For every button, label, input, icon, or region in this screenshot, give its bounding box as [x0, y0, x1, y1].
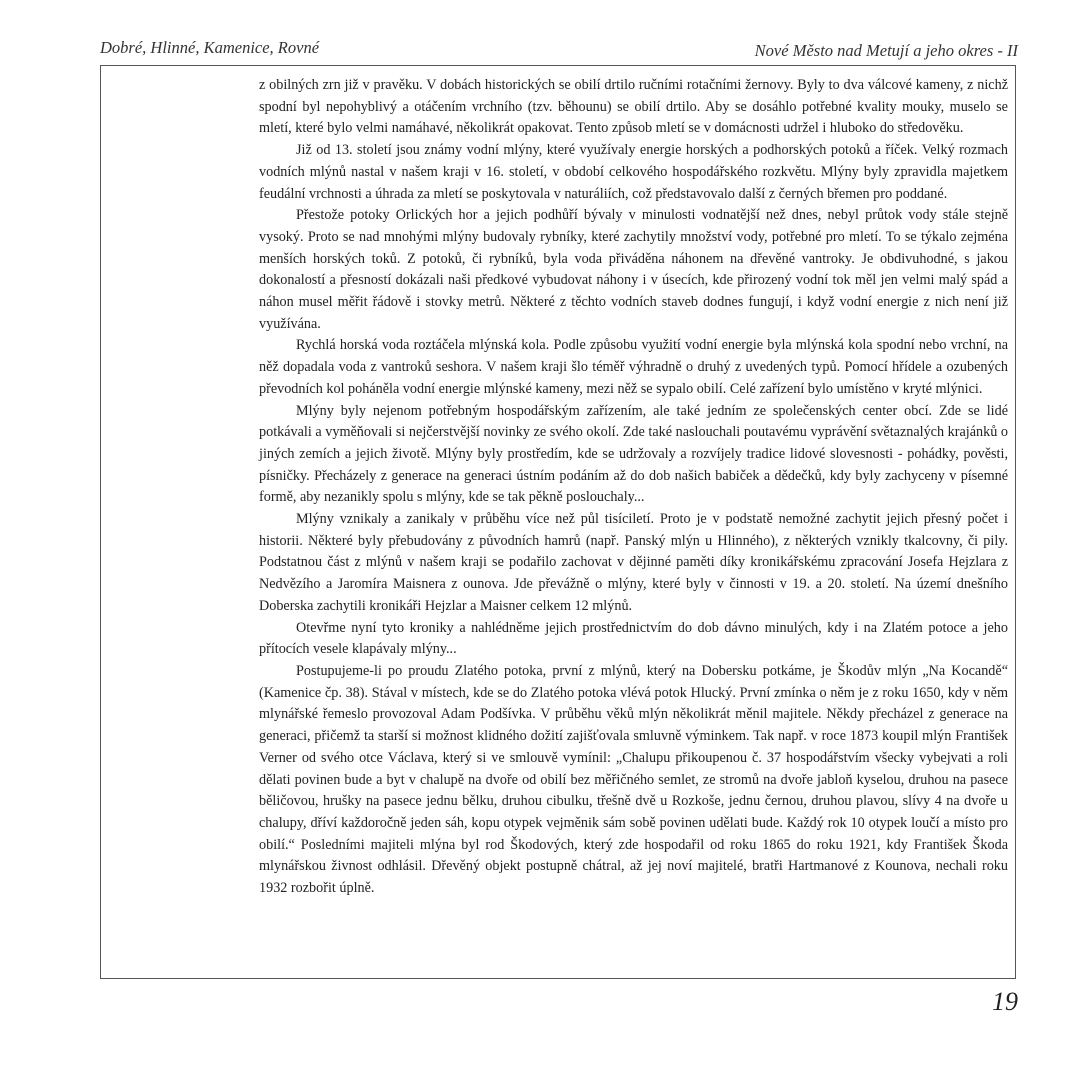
paragraph-4: Rychlá horská voda roztáčela mlýnská kola. Podle způsobu využití vodní energie byla mlýnská kola spodní nebo vrchní, na něž dopadala voda z vantroků seshora. V našem kraji šlo téměř výhradně o druhý z uvedených typů. Pomocí hřídele a ozubených převodních kol poháněla vodní energie mlýnské kameny, mezi něž se sypalo obilí. Celé zařízení bylo umístěno v kryté mlýnici.	[259, 337, 1008, 397]
paragraph-6: Mlýny vznikaly a zanikaly v průběhu více než půl tisíciletí. Proto je v podstatě nemožné zachytit jejich přesný počet i historii. Některé byly přebudovány z původních hamrů (např. Panský mlýn u Hlinného), z některých vznikly tkalcovny, či pily. Podstatnou část z mlýnů v našem kraji se podařilo zachovat v dějinné paměti díky kronikářskému zpracování Josefa Hejzlara z Nedvězího a Jaromíra Maisnera z ounova. Jde převážně o mlýny, které byly v činnosti v 19. a 20. století. Na území dnešního Doberska zachytili kronikáři Hejzlar a Maisner celkem 12 mlýnů.	[259, 511, 1008, 614]
body-text	[259, 75, 1008, 900]
running-header	[100, 38, 1018, 64]
paragraph-2: Již od 13. století jsou známy vodní mlýny, které využívaly energie horských a podhorských potoků a říček. Velký rozmach vodních mlýnů nastal v našem kraji v 16. století, v období celkového hospodářského rozkvětu. Mlýny byly zpravidla majetkem feudální vrchnosti a úhrada za mletí se poskytovala v naturáliích, což představovalo další z černých břemen pro poddané.	[259, 142, 1008, 202]
header-left-title: Dobré, Hlinné, Kamenice, Rovné	[100, 38, 320, 57]
paragraph-3: Přestože potoky Orlických hor a jejich podhůří bývaly v minulosti vodnatější než dnes, nebyl průtok vody stále stejně vysoký. Proto se nad mnohými mlýny budovaly rybníky, které zachytily množství vody, potřebné pro mletí. To se týkalo zejména menších horských toků. Z potoků, či rybníků, byla voda přiváděna náhonem na dřevěné vantroky. Je obdivuhodné, s jakou dokonalostí a přesností dokázali naši předkové vybudovat náhony i v úsecích, kde přirozený vodní tok měl jen velmi malý spád a náhon musel měřit řádově i stovky metrů. Některé z těchto vodních staveb dodnes fungují, i když vodní energie z nich není již využívána.	[259, 207, 1008, 332]
paragraph-7: Otevřme nyní tyto kroniky a nahlédněme jejich prostřednictvím do dob dávno minulých, kdy i na Zlatém potoce a jeho přítocích vesele klapávaly mlýny...	[259, 619, 1008, 658]
paragraph-1: z obilných zrn již v pravěku. V dobách historických se obilí drtilo ručními rotačními žernovy. Byly to dva válcové kameny, z nichž spodní byl nepohyblivý a otáčením vrchního (tzv. běhounu) se obilí drtilo. Aby se dosáhlo potřebné kvality mouky, muselo se mletí, které bylo velmi namáhavé, několikrát opakovat. Tento způsob mletí se v domácnosti udržel i hluboko do středověku.	[259, 77, 1008, 137]
paragraph-8: Postupujeme-li po proudu Zlatého potoka, první z mlýnů, který na Dobersku potkáme, je Škodův mlýn „Na Kocandě“ (Kamenice čp. 38). Stával v místech, kde se do Zlatého potoka vlévá potok Hlucký. První zmínka o něm je z roku 1650, kdy v něm mlynářské řemeslo provozoval Adam Podšívka. V průběhu věků mlýn několikrát měnil majitele. Někdy přecházel z generace na generaci, přičemž ta starší si možnost klidného dožití zajišťovala smluvně výminkem. Tak např. v roce 1873 koupil mlýn František Verner od svého otce Václava, který si ve smlouvě vymínil: „Chalupu přikoupenou č. 37 hospodářstvím všecky vybejvati a roli dělati povinen bude a byt v chalupě na dvoře od obilí bez měřičného semlet, ze stromů na dvoře jabloň kyselou, druhou na pasece běličovou, hrušky na pasece jednu bělku, druhou cibulku, třešně dvě u Rozkoše, jednu černou, druhou plavou, slívy 4 na dvoře u chalupy, dříví každoročně jeden sáh, kopu otypek vejměnik sám sobě povinen udělati bude. Každý rok 10 otypek loučí a místo pro obilí.“ Posledními majiteli mlýna byl rod Škodových, který zde hospodařil od roku 1865 do roku 1921, kdy František Škoda mlynářskou živnost odhlásil. Dřevěný objekt postupně chátral, až jej noví majitelé, bratři Hartmanové z Kounova, nechali roku 1932 rozbořit úplně.	[259, 662, 1008, 897]
header-right-title: Nové Město nad Metují a jeho okres - II	[754, 41, 1018, 60]
page-number: 19	[992, 987, 1018, 1016]
paragraph-5: Mlýny byly nejenom potřebným hospodářským zařízením, ale také jedním ze společenských center obcí. Zde se lidé potkávali a vyměňovali si nejčerstvější novinky ze svého okolí. Zde také naslouchali poutavému vyprávění světaznalých krajánků o jiných zemích a jejich životě. Mlýny byly prostředím, kde se udržovaly a rozvíjely tradice lidové slovesnosti - pohádky, pověsti, písničky. Přecházely z generace na generaci ústním podáním až do dob našich babiček a dědečků, kdy byly zachyceny v písemné formě, aby nezanikly spolu s mlýny, kde se tak pěkně poslouchaly...	[259, 402, 1008, 506]
